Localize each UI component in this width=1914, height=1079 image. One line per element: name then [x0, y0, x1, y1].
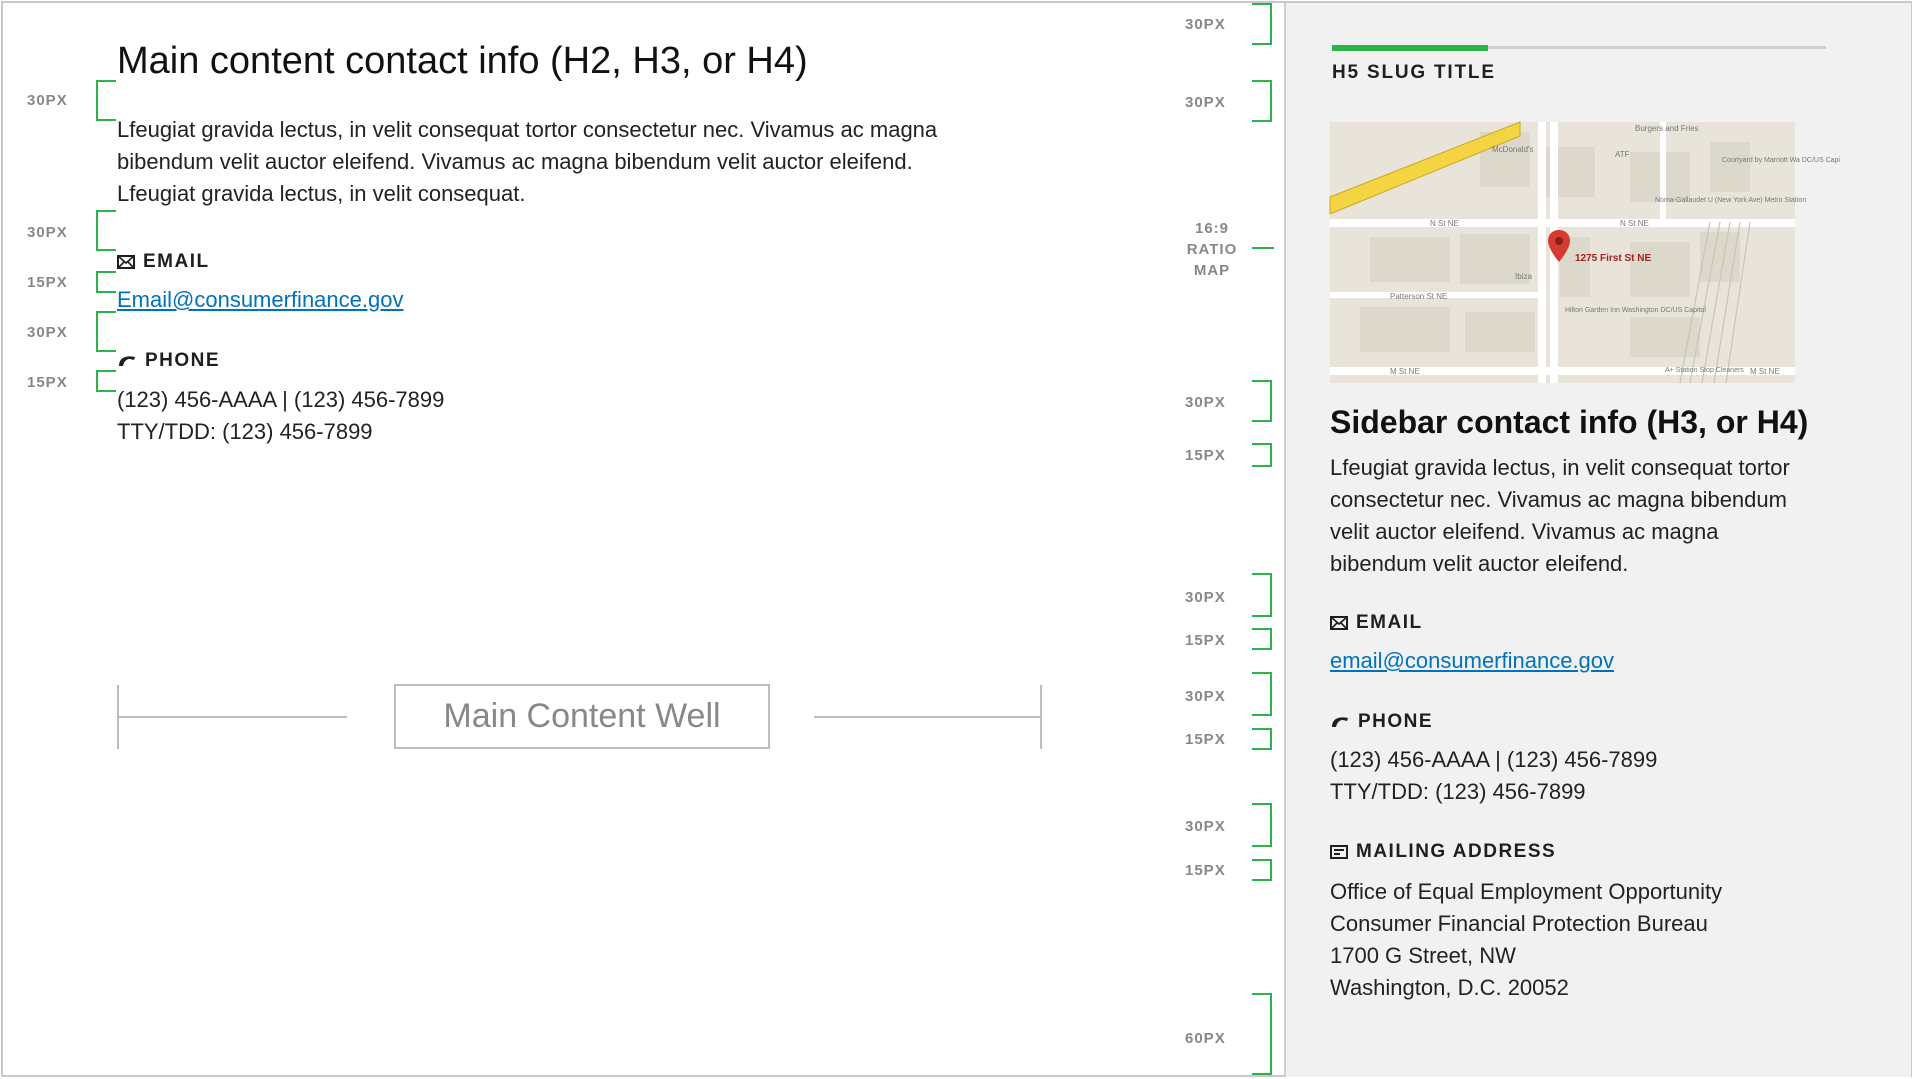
map-place: Courtyard by Marriott Wa DC/US Capi: [1722, 157, 1840, 164]
sidebar-phone-line1: (123) 456-AAAA | (123) 456-7899: [1330, 747, 1658, 772]
spec-bracket: [96, 271, 116, 293]
sidebar-body-text: Lfeugiat gravida lectus, in velit consequat tortor consectetur nec. Vivamus ac magna bibendum velit auctor eleifend. Vivamus ac magna bibendum velit auctor eleifend.: [1330, 455, 1790, 576]
spec-bracket: [96, 80, 116, 121]
spec-bracket: [96, 311, 116, 352]
well-left-line: [117, 716, 347, 718]
well-right-line: [814, 716, 1042, 718]
main-email-label-row: [117, 251, 210, 273]
map-marker-label: 1275 First St NE: [1575, 253, 1652, 264]
sidebar-heading: Sidebar contact info (H3, or H4): [1330, 404, 1809, 440]
map-street: Patterson St NE: [1390, 292, 1448, 301]
main-phone-line1: (123) 456-AAAA | (123) 456-7899: [117, 387, 445, 412]
spec-label: 30PX: [27, 224, 68, 241]
spec-bracket: [1252, 443, 1272, 467]
spec-label: 30PX: [1185, 589, 1226, 606]
slug-rule-accent: [1332, 45, 1488, 51]
envelope-icon: [1330, 616, 1348, 630]
map-place: Ibiza: [1515, 272, 1532, 281]
spec-label: 15PX: [27, 274, 68, 291]
main-phone-line2: TTY/TDD: (123) 456-7899: [117, 419, 373, 444]
map-place: McDonald's: [1492, 145, 1534, 154]
sidebar-phone-label-row: [1330, 711, 1433, 733]
phone-icon: [1330, 714, 1350, 730]
sidebar-email-link[interactable]: email@consumerfinance.gov: [1330, 648, 1615, 673]
map-street: M St NE: [1750, 367, 1780, 376]
sidebar-address-line: Consumer Financial Protection Bureau: [1330, 911, 1708, 936]
main-phone-label: PHONE: [145, 350, 221, 371]
spec-tick: [1252, 247, 1274, 249]
spec-label: 30PX: [1185, 394, 1226, 411]
spec-ratio-line: 16:9: [1194, 220, 1230, 237]
sidebar-email-label-row: [1330, 612, 1423, 634]
spec-ratio-line: RATIO: [1186, 241, 1238, 258]
main-content-well-box: Main Content Well: [394, 684, 770, 749]
main-heading: Main content contact info (H2, H3, or H4): [117, 40, 808, 82]
spec-bracket: [1252, 380, 1272, 422]
spec-ratio-label: [1172, 218, 1252, 281]
sidebar-mail-label: MAILING ADDRESS: [1356, 841, 1557, 862]
map-place: Hilton Garden Inn Washington DC/US Capitol: [1565, 307, 1706, 314]
well-right-edge: [1040, 685, 1042, 749]
spec-bracket: [1252, 573, 1272, 617]
spec-bracket: [1252, 80, 1272, 122]
phone-icon: [117, 353, 137, 369]
spec-label: 15PX: [1185, 862, 1226, 879]
sidebar-mail-label-row: [1330, 841, 1556, 863]
map[interactable]: [1330, 122, 1840, 383]
spec-label: 60PX: [1185, 1030, 1226, 1047]
spec-label: 30PX: [1185, 16, 1226, 33]
sidebar-address-line: Office of Equal Employment Opportunity: [1330, 879, 1723, 904]
spec-label: 30PX: [1185, 94, 1226, 111]
spec-label: 15PX: [1185, 632, 1226, 649]
map-street: N St NE: [1620, 219, 1649, 228]
map-place: Burgers and Fries: [1635, 124, 1699, 133]
spec-bracket: [96, 370, 116, 392]
spec-ratio-line: MAP: [1193, 262, 1231, 279]
envelope-icon: [117, 255, 135, 269]
spec-label: 15PX: [1185, 731, 1226, 748]
sidebar-email-label: EMAIL: [1356, 612, 1423, 633]
sidebar-phone-line2: TTY/TDD: (123) 456-7899: [1330, 779, 1586, 804]
map-place: A+ Station Stop Cleaners: [1665, 367, 1744, 374]
sidebar-address-line: 1700 G Street, NW: [1330, 943, 1516, 968]
spec-label: 30PX: [27, 324, 68, 341]
map-street: M St NE: [1390, 367, 1420, 376]
spec-label: 15PX: [1185, 447, 1226, 464]
spec-label: 15PX: [27, 374, 68, 391]
spec-bracket: [1252, 859, 1272, 881]
main-email-label: EMAIL: [143, 251, 210, 272]
map-street: N St NE: [1430, 219, 1459, 228]
main-phone-label-row: [117, 350, 220, 372]
main-body-text: Lfeugiat gravida lectus, in velit consequat tortor consectetur nec. Vivamus ac magna bibendum velit auctor eleifend. Vivamus ac magna bibendum velit auctor eleifend. Lfeugiat gravida lectus, in velit consequat.: [117, 117, 938, 206]
sidebar-address-line: Washington, D.C. 20052: [1330, 975, 1569, 1000]
spec-label: 30PX: [1185, 688, 1226, 705]
sidebar-phone-label: PHONE: [1358, 711, 1434, 732]
map-place: Noma-Gallaudet U (New York Ave) Metro Station: [1655, 197, 1807, 204]
map-graphic: [1330, 122, 1840, 383]
mail-icon: [1330, 845, 1348, 859]
spec-bracket: [1252, 803, 1272, 847]
spec-bracket: [1252, 728, 1272, 750]
spec-label: 30PX: [27, 92, 68, 109]
spec-label: 30PX: [1185, 818, 1226, 835]
spec-bracket: [1252, 628, 1272, 650]
map-place: ATF: [1615, 150, 1630, 159]
spec-bracket: [1252, 993, 1272, 1075]
spec-bracket: [1252, 672, 1272, 716]
spec-bracket: [96, 210, 116, 251]
slug-title: H5 SLUG TITLE: [1332, 62, 1496, 83]
spec-bracket: [1252, 3, 1272, 45]
main-email-link[interactable]: Email@consumerfinance.gov: [117, 287, 404, 312]
